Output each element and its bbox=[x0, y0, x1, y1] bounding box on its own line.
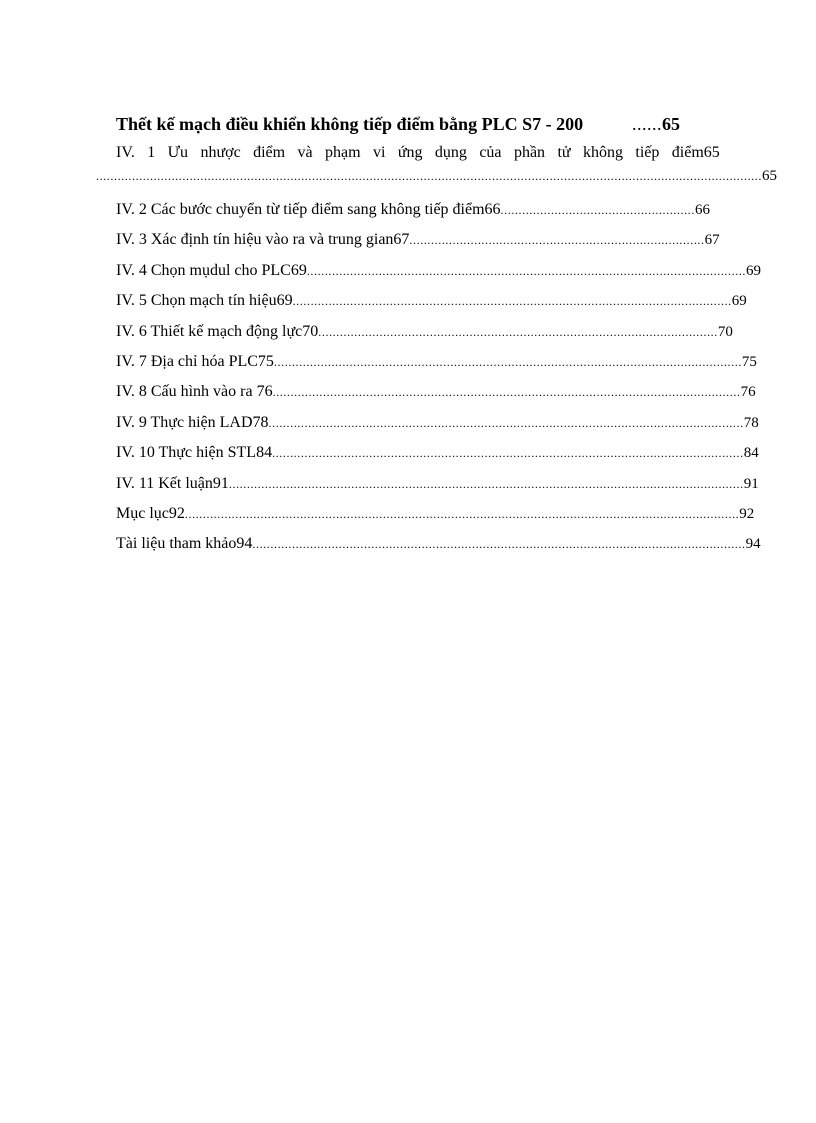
toc-entry-first-title-word: của bbox=[479, 144, 502, 161]
toc-entry-title: IV. 6 Thiết kế mạch động lực70 bbox=[116, 322, 319, 340]
toc-entry-first-title-word: 1 bbox=[147, 144, 156, 161]
toc-entry-dots: ......................................................................................................................................... bbox=[252, 537, 746, 552]
toc-entry-first-title-word: điểm bbox=[253, 144, 286, 161]
toc-entry-page: 75 bbox=[741, 354, 757, 370]
toc-entry-title: Tài liệu tham khảo94 bbox=[116, 535, 253, 553]
toc-entry-title: IV. 8 Cấu hình vào ra 76 bbox=[116, 383, 273, 401]
toc-entry-first-title-word: phần bbox=[513, 144, 546, 161]
toc-entry-first-title-word: tử bbox=[557, 144, 571, 161]
toc-entry-dots: ......................................................................................................................................................................................... bbox=[96, 169, 762, 183]
toc-entry-dots: .......................................................................................................................... bbox=[306, 263, 747, 278]
toc-entry-first-title-word: IV. bbox=[116, 144, 135, 161]
toc-entry-first-title-word: và bbox=[297, 144, 313, 161]
toc-entry-dots: ............................................................................................................... bbox=[318, 324, 718, 339]
toc-entry-first-title-word: ứng bbox=[397, 144, 423, 161]
toc-entry-page: 67 bbox=[704, 232, 720, 249]
toc-entry-first-leader bbox=[96, 168, 777, 190]
toc-entry-dots: ................................................................................................................................... bbox=[272, 446, 744, 461]
toc-entry bbox=[116, 261, 762, 284]
toc-entry bbox=[116, 535, 761, 557]
toc-entry bbox=[116, 474, 759, 497]
toc-entry-page: 76 bbox=[740, 384, 756, 401]
toc-entry-first-title-word: tiếp bbox=[635, 144, 660, 161]
toc-entry-title: IV. 11 Kết luận91 bbox=[116, 474, 229, 492]
toc-entry bbox=[116, 353, 757, 375]
toc-entry-page: 78 bbox=[743, 414, 759, 431]
toc-entry-dots: .......................................................................................................................... bbox=[292, 294, 732, 309]
toc-entry bbox=[116, 201, 710, 223]
toc-entry-first-title-word: vi bbox=[372, 144, 386, 161]
toc-entry-dots: .................................................................................................................................... bbox=[268, 415, 744, 430]
toc-entry-page: 91 bbox=[743, 475, 759, 492]
toc-entry bbox=[116, 505, 755, 527]
toc-entry-dots: .................................................................................. bbox=[409, 233, 705, 248]
toc-entry-dots: .......................................................................................................................................................... bbox=[184, 507, 740, 521]
toc-entry-first-title-word: Ưu bbox=[167, 144, 189, 161]
toc-entry-title: IV. 7 Địa chỉ hóa PLC75 bbox=[116, 353, 274, 370]
toc-entry-page: 70 bbox=[717, 323, 733, 340]
toc-entry-page: 65 bbox=[762, 168, 777, 184]
toc-entry-page: 94 bbox=[745, 536, 761, 553]
toc-entry-page: 69 bbox=[731, 293, 747, 310]
toc-entry bbox=[116, 413, 759, 436]
toc-entry-first-title-word: điểm65 bbox=[671, 144, 720, 161]
toc-entry-page: 66 bbox=[694, 202, 710, 218]
toc-entry-title: IV. 4 Chọn mụdul cho PLC69 bbox=[116, 261, 307, 279]
toc-entry bbox=[116, 444, 759, 466]
toc-entry-first-title-word: không bbox=[582, 144, 623, 161]
toc-entry-title: IV. 5 Chọn mạch tín hiệu69 bbox=[116, 292, 293, 310]
toc-entry-title: IV. 2 Các bước chuyển từ tiếp điểm sang không tiếp điểm66 bbox=[116, 201, 501, 218]
toc-entry-title: IV. 10 Thực hiện STL84 bbox=[116, 444, 273, 462]
toc-entry-title: Mục lục92 bbox=[116, 505, 185, 522]
toc-entry-dots: ...................................................... bbox=[500, 203, 695, 217]
toc-entry-page: 69 bbox=[746, 262, 762, 279]
toc-entry-first-title bbox=[116, 144, 720, 162]
toc-entry-first-title-word: dụng bbox=[434, 144, 467, 161]
toc-entry-dots: ............................................................................................................................................... bbox=[228, 476, 744, 491]
toc-heading-page: 65 bbox=[662, 114, 680, 134]
toc-entry-page: 84 bbox=[743, 445, 759, 462]
toc-entry bbox=[116, 322, 733, 345]
toc-heading-dots: ...... bbox=[632, 114, 662, 134]
toc-entry-dots: .................................................................................................................................. bbox=[272, 385, 741, 400]
toc-entry bbox=[116, 383, 756, 405]
toc-heading bbox=[116, 114, 680, 138]
toc-entry-dots: .................................................................................................................................. bbox=[273, 355, 742, 369]
toc-heading-title: Thết kế mạch điều khiển không tiếp điểm bằng PLC S7 - 200 bbox=[116, 114, 584, 134]
toc-entry-page: 92 bbox=[739, 506, 755, 522]
toc-entry-first-title-word: phạm bbox=[325, 144, 361, 161]
toc-entry-first-title-word: nhược bbox=[200, 144, 241, 161]
toc-entry-title: IV. 9 Thực hiện LAD78 bbox=[116, 413, 269, 431]
toc-entry bbox=[116, 292, 747, 314]
toc-entry bbox=[116, 231, 720, 253]
toc-entry-title: IV. 3 Xác định tín hiệu vào ra và trung gian67 bbox=[116, 231, 410, 249]
